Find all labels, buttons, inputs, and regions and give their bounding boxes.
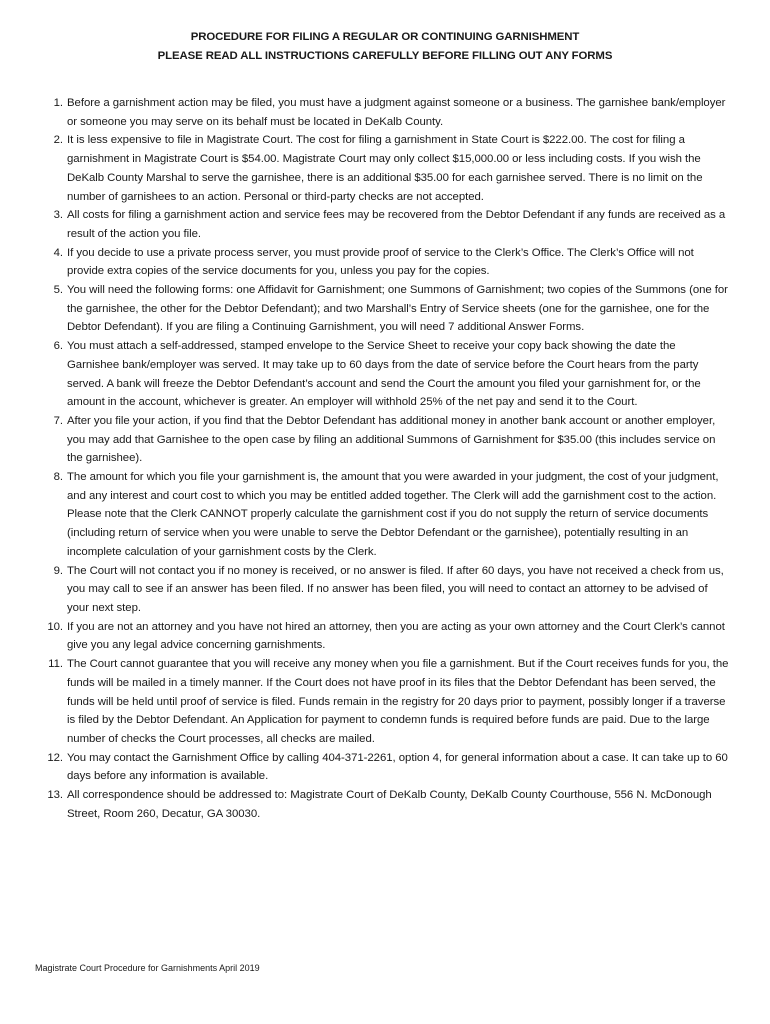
- item-number: 3.: [53, 209, 63, 222]
- item-text: The amount for which you file your garnishment is, the amount that you were awarded in your judgment, the cost of your judgment, and any interest and court cost to which you may be entitled added together. The Clerk will add the garnishment cost to the action. Please note that the Clerk CANNOT properly calculate the garnishment cost if you do not supply the return of service documents (including return of service when you were unable to serve the Debtor Defendant or the garnishee), potentially resulting in an incomplete calculation of your garnishment costs by the Clerk.: [67, 471, 719, 558]
- item-text: The Court cannot guarantee that you will receive any money when you file a garnishment. But if the Court receives funds for you, the funds will be mailed in a timely manner. If the Court does not have proof in its files that the Debtor Defendant has been served, the funds will be held until proof of service is filed. Funds remain in the registry for 20 days prior to payment, possibly longer if a traverse is filed by the Debtor Defendant. An Application for payment to condemn funds is required before funds are paid. Due to the large number of checks the Court processes, all checks are mailed.: [67, 658, 729, 745]
- list-item: [53, 206, 729, 243]
- title-line-2: PLEASE READ ALL INSTRUCTIONS CAREFULLY BEFORE FILLING OUT ANY FORMS: [157, 50, 613, 62]
- item-text: If you are not an attorney and you have not hired an attorney, then you are acting as your own attorney and the Court Clerk’s cannot give you any legal advice concerning garnishments.: [67, 620, 725, 652]
- list-item: [53, 468, 729, 562]
- item-number: 7.: [53, 414, 63, 427]
- item-text: It is less expensive to file in Magistrate Court. The cost for filing a garnishment in State Court is $222.00. The cost for filing a garnishment in Magistrate Court is $54.00. Magistrate Court may only collect $15,000.00 or less including costs. If you wish the DeKalb County Marshal to serve the garnishee, there is an additional $35.00 for each garnishee served. There is no limit on the number of garnishees to an action. Personal or third-party checks are not accepted.: [67, 134, 703, 203]
- instruction-list: [47, 94, 729, 823]
- list-item: [47, 618, 729, 655]
- list-item: [53, 562, 729, 618]
- list-item: [48, 655, 729, 749]
- page-footer: Magistrate Court Procedure for Garnishments April 2019: [35, 963, 260, 973]
- document-title: [0, 28, 770, 66]
- item-text: If you decide to use a private process server, you must provide proof of service to the Clerk’s Office. The Clerk’s Office will not provide extra copies of the service documents for you, unless you pay for the copies.: [67, 246, 694, 278]
- item-text: All costs for filing a garnishment action and service fees may be recovered from the Debtor Defendant if any funds are received as a result of the action you file.: [67, 209, 726, 240]
- item-number: 2.: [53, 134, 63, 147]
- item-number: 9.: [53, 564, 63, 577]
- item-number: 1.: [53, 97, 63, 109]
- item-number: 6.: [53, 340, 63, 353]
- list-item: [53, 281, 729, 337]
- item-number: 11.: [48, 658, 63, 671]
- list-item: [53, 244, 729, 281]
- item-text: The Court will not contact you if no money is received, or no answer is filed. If after 60 days, you have not received a check from us, you may call to see if an answer has been filed. If no answer has been filed, you will need to contact an attorney to be advised of your next step.: [67, 564, 724, 614]
- item-number: 8.: [53, 471, 63, 484]
- list-item: [53, 94, 729, 131]
- item-text: All correspondence should be addressed to: Magistrate Court of DeKalb County, DeKalb County Courthouse, 556 N. McDonough Street, Room 260, Decatur, GA 30030.: [67, 789, 712, 820]
- list-item: [53, 412, 729, 468]
- item-number: 12.: [47, 751, 63, 764]
- item-number: 5.: [53, 284, 63, 297]
- list-item: [53, 337, 729, 412]
- item-text: You must attach a self-addressed, stamped envelope to the Service Sheet to receive your copy back showing the date the Garnishee bank/employer was served. It may take up to 60 days from the date of service before the Court hears from the party served. A bank will freeze the Debtor Defendant’s account and send the Court the amount you filed your garnishment for, or the amount in the account, whichever is greater. An employer will withhold 25% of the net pay and send it to the Court.: [67, 340, 701, 409]
- item-text: You will need the following forms: one Affidavit for Garnishment; one Summons of Garnishment; two copies of the Summons (one for the garnishee, the other for the Debtor Defendant); and two Marshall’s Entry of Service sheets (one for the garnishee, one for the Debtor Defendant). If you are filing a Continuing Garnishment, you will need 7 additional Answer Forms.: [67, 284, 728, 334]
- item-text: After you file your action, if you find that the Debtor Defendant has additional money in another bank account or another employer, you may add that Garnishee to the open case by filing an additional Summons of Garnishment for $35.00 (this includes service on the garnishee).: [67, 414, 716, 465]
- title-line-1: PROCEDURE FOR FILING A REGULAR OR CONTINUING GARNISHMENT: [190, 31, 580, 43]
- item-number: 10.: [47, 620, 63, 633]
- list-item: [53, 131, 729, 206]
- item-text: Before a garnishment action may be filed, you must have a judgment against someone or a business. The garnishee bank/employer or someone you may serve on its behalf must be located in DeKalb County.: [67, 97, 726, 128]
- list-item: [47, 749, 729, 786]
- list-item: [47, 786, 729, 823]
- item-number: 13.: [47, 789, 63, 802]
- item-text: You may contact the Garnishment Office by calling 404-371-2261, option 4, for general information about a case. It can take up to 60 days before any information is available.: [67, 751, 728, 783]
- item-number: 4.: [53, 246, 63, 259]
